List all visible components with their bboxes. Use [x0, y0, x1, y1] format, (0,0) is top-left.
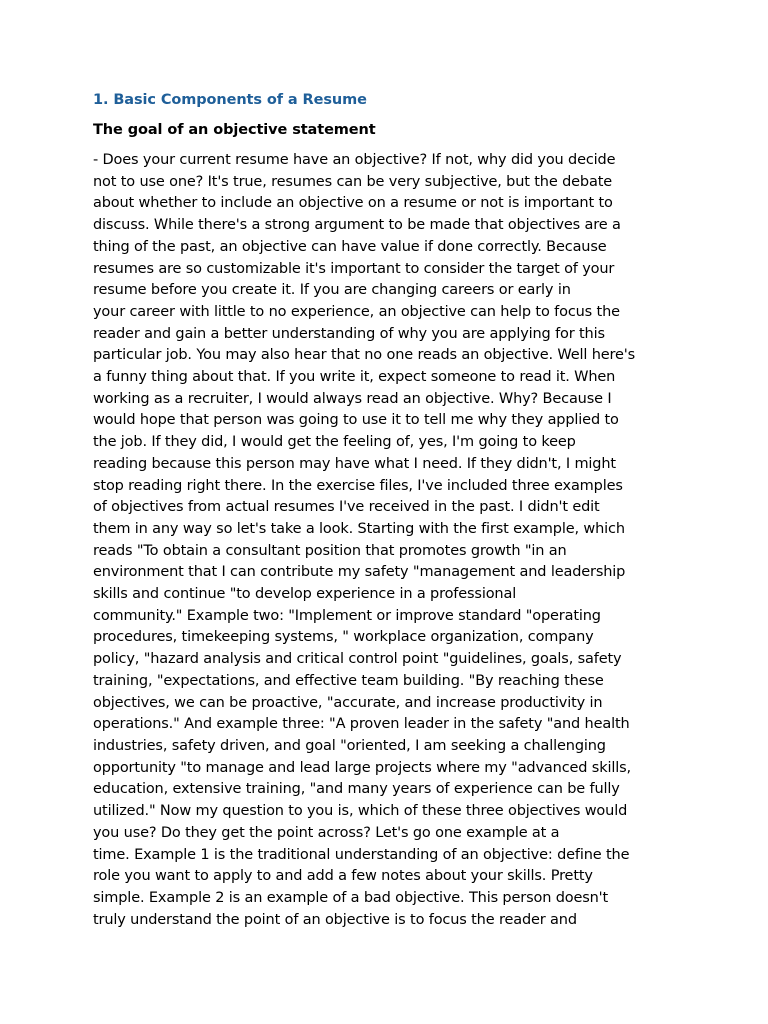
- body-line: environment that I can contribute my safety "management and leadership: [93, 564, 626, 581]
- body-line: you use? Do they get the point across? Let's go one example at a: [93, 824, 560, 841]
- body-line: about whether to include an objective on a resume or not is important to: [93, 195, 613, 212]
- body-line: community." Example two: "Implement or improve standard "operating: [93, 607, 601, 624]
- section-heading: 1. Basic Components of a Resume: [93, 92, 367, 108]
- body-line: opportunity "to manage and lead large projects where my "advanced skills,: [93, 759, 631, 776]
- body-line: resume before you create it. If you are changing careers or early in: [93, 282, 571, 299]
- body-line: utilized." Now my question to you is, which of these three objectives would: [93, 803, 628, 820]
- body-line: policy, "hazard analysis and critical control point "guidelines, goals, safety: [93, 651, 622, 668]
- body-line: industries, safety driven, and goal "oriented, I am seeking a challenging: [93, 737, 606, 754]
- body-line: truly understand the point of an objective is to focus the reader and: [93, 911, 577, 928]
- body-line: reading because this person may have what I need. If they didn't, I might: [93, 455, 616, 472]
- body-line: of objectives from actual resumes I've received in the past. I didn't edit: [93, 499, 600, 516]
- body-line: particular job. You may also hear that no one reads an objective. Well here's: [93, 347, 636, 364]
- body-line: a funny thing about that. If you write it, expect someone to read it. When: [93, 369, 616, 386]
- body-line: skills and continue "to develop experience in a professional: [93, 586, 517, 603]
- body-line: would hope that person was going to use it to tell me why they applied to: [93, 412, 619, 429]
- body-line: operations." And example three: "A proven leader in the safety "and health: [93, 716, 630, 733]
- body-line: education, extensive training, "and many years of experience can be fully: [93, 781, 620, 798]
- body-line: not to use one? It's true, resumes can be very subjective, but the debate: [93, 173, 613, 190]
- body-line: resumes are so customizable it's important to consider the target of your: [93, 260, 615, 277]
- body-line: simple. Example 2 is an example of a bad objective. This person doesn't: [93, 889, 609, 906]
- body-line: working as a recruiter, I would always read an objective. Why? Because I: [93, 390, 612, 407]
- body-paragraph: [93, 150, 672, 931]
- body-line: the job. If they did, I would get the feeling of, yes, I'm going to keep: [93, 434, 576, 451]
- body-line: role you want to apply to and add a few notes about your skills. Pretty: [93, 868, 593, 885]
- body-line: reader and gain a better understanding of why you are applying for this: [93, 325, 605, 342]
- body-line: thing of the past, an objective can have value if done correctly. Because: [93, 238, 607, 255]
- body-line: time. Example 1 is the traditional understanding of an objective: define the: [93, 846, 630, 863]
- sub-heading: The goal of an objective statement: [93, 122, 376, 138]
- body-line: your career with little to no experience, an objective can help to focus the: [93, 303, 620, 320]
- body-line: reads "To obtain a consultant position that promotes growth "in an: [93, 542, 567, 559]
- body-line: discuss. While there's a strong argument to be made that objectives are a: [93, 217, 621, 234]
- body-line: stop reading right there. In the exercise files, I've included three examples: [93, 477, 623, 494]
- body-line: - Does your current resume have an objective? If not, why did you decide: [93, 152, 616, 168]
- body-line: procedures, timekeeping systems, " workplace organization, company: [93, 629, 594, 646]
- body-line: training, "expectations, and effective team building. "By reaching these: [93, 672, 604, 689]
- body-line: objectives, we can be proactive, "accurate, and increase productivity in: [93, 694, 603, 711]
- body-line: them in any way so let's take a look. Starting with the first example, which: [93, 520, 625, 537]
